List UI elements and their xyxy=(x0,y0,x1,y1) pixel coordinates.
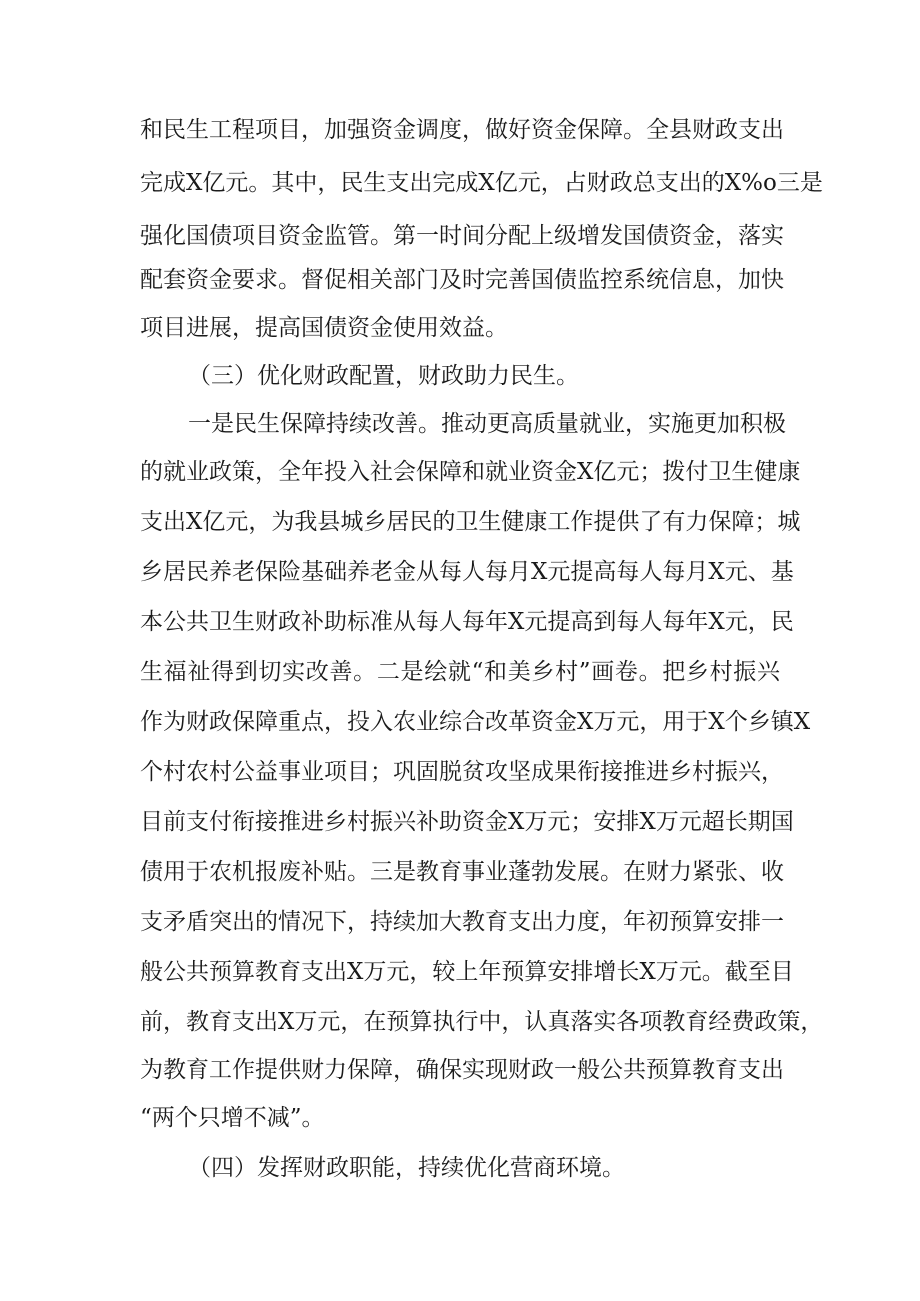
section-heading: （三）优化财政配置，财政助力民生。 xyxy=(188,363,579,389)
paragraph-line: 支出X亿元，为我县城乡居民的卫生健康工作提供了有力保障；城 xyxy=(140,509,801,535)
paragraph-line: 乡居民养老保险基础养老金从每人每月X元提高每人每月X元、基 xyxy=(140,559,794,585)
paragraph-line: 和民生工程项目，加强资金调度，做好资金保障。全县财政支出 xyxy=(140,117,784,143)
paragraph-line: 本公共卫生财政补助标准从每人每年X元提高到每人每年X元，民 xyxy=(140,609,794,635)
paragraph-line: 配套资金要求。督促相关部门及时完善国债监控系统信息，加快 xyxy=(140,267,784,293)
paragraph-line: 支矛盾突出的情况下，持续加大教育支出力度，年初预算安排一 xyxy=(140,909,784,935)
paragraph-line: 前，教育支出X万元，在预算执行中，认真落实各项教育经费政策， xyxy=(140,1009,824,1035)
paragraph-line: 一是民生保障持续改善。推动更高质量就业，实施更加积极 xyxy=(188,411,786,437)
section-heading: （四）发挥财政职能，持续优化营商环境。 xyxy=(188,1155,625,1181)
paragraph-line: 债用于农机报废补贴。三是教育事业蓬勃发展。在财力紧张、收 xyxy=(140,859,784,885)
paragraph-line: 作为财政保障重点，投入农业综合改革资金X万元，用于X个乡镇X xyxy=(140,709,811,735)
paragraph-line: 为教育工作提供财力保障，确保实现财政一般公共预算教育支出 xyxy=(140,1057,784,1083)
paragraph-line: 的就业政策，全年投入社会保障和就业资金X亿元；拨付卫生健康 xyxy=(140,459,801,485)
paragraph-line: 强化国债项目资金监管。第一时间分配上级增发国债资金，落实 xyxy=(140,223,784,249)
paragraph-line: 般公共预算教育支出X万元，较上年预算安排增长X万元。截至目 xyxy=(140,959,794,985)
paragraph-line: 个村农村公益事业项目；巩固脱贫攻坚成果衔接推进乡村振兴， xyxy=(140,759,784,785)
paragraph-line: 完成X亿元。其中，民生支出完成X亿元，占财政总支出的X%o三是 xyxy=(140,170,823,196)
paragraph-line: 项目进展，提高国债资金使用效益。 xyxy=(140,315,508,341)
paragraph-line: “两个只增不减”。 xyxy=(140,1105,325,1131)
paragraph-line: 生福祉得到切实改善。二是绘就“和美乡村”画卷。把乡村振兴 xyxy=(140,659,780,685)
paragraph-line: 目前支付衔接推进乡村振兴补助资金X万元；安排X万元超长期国 xyxy=(140,809,794,835)
